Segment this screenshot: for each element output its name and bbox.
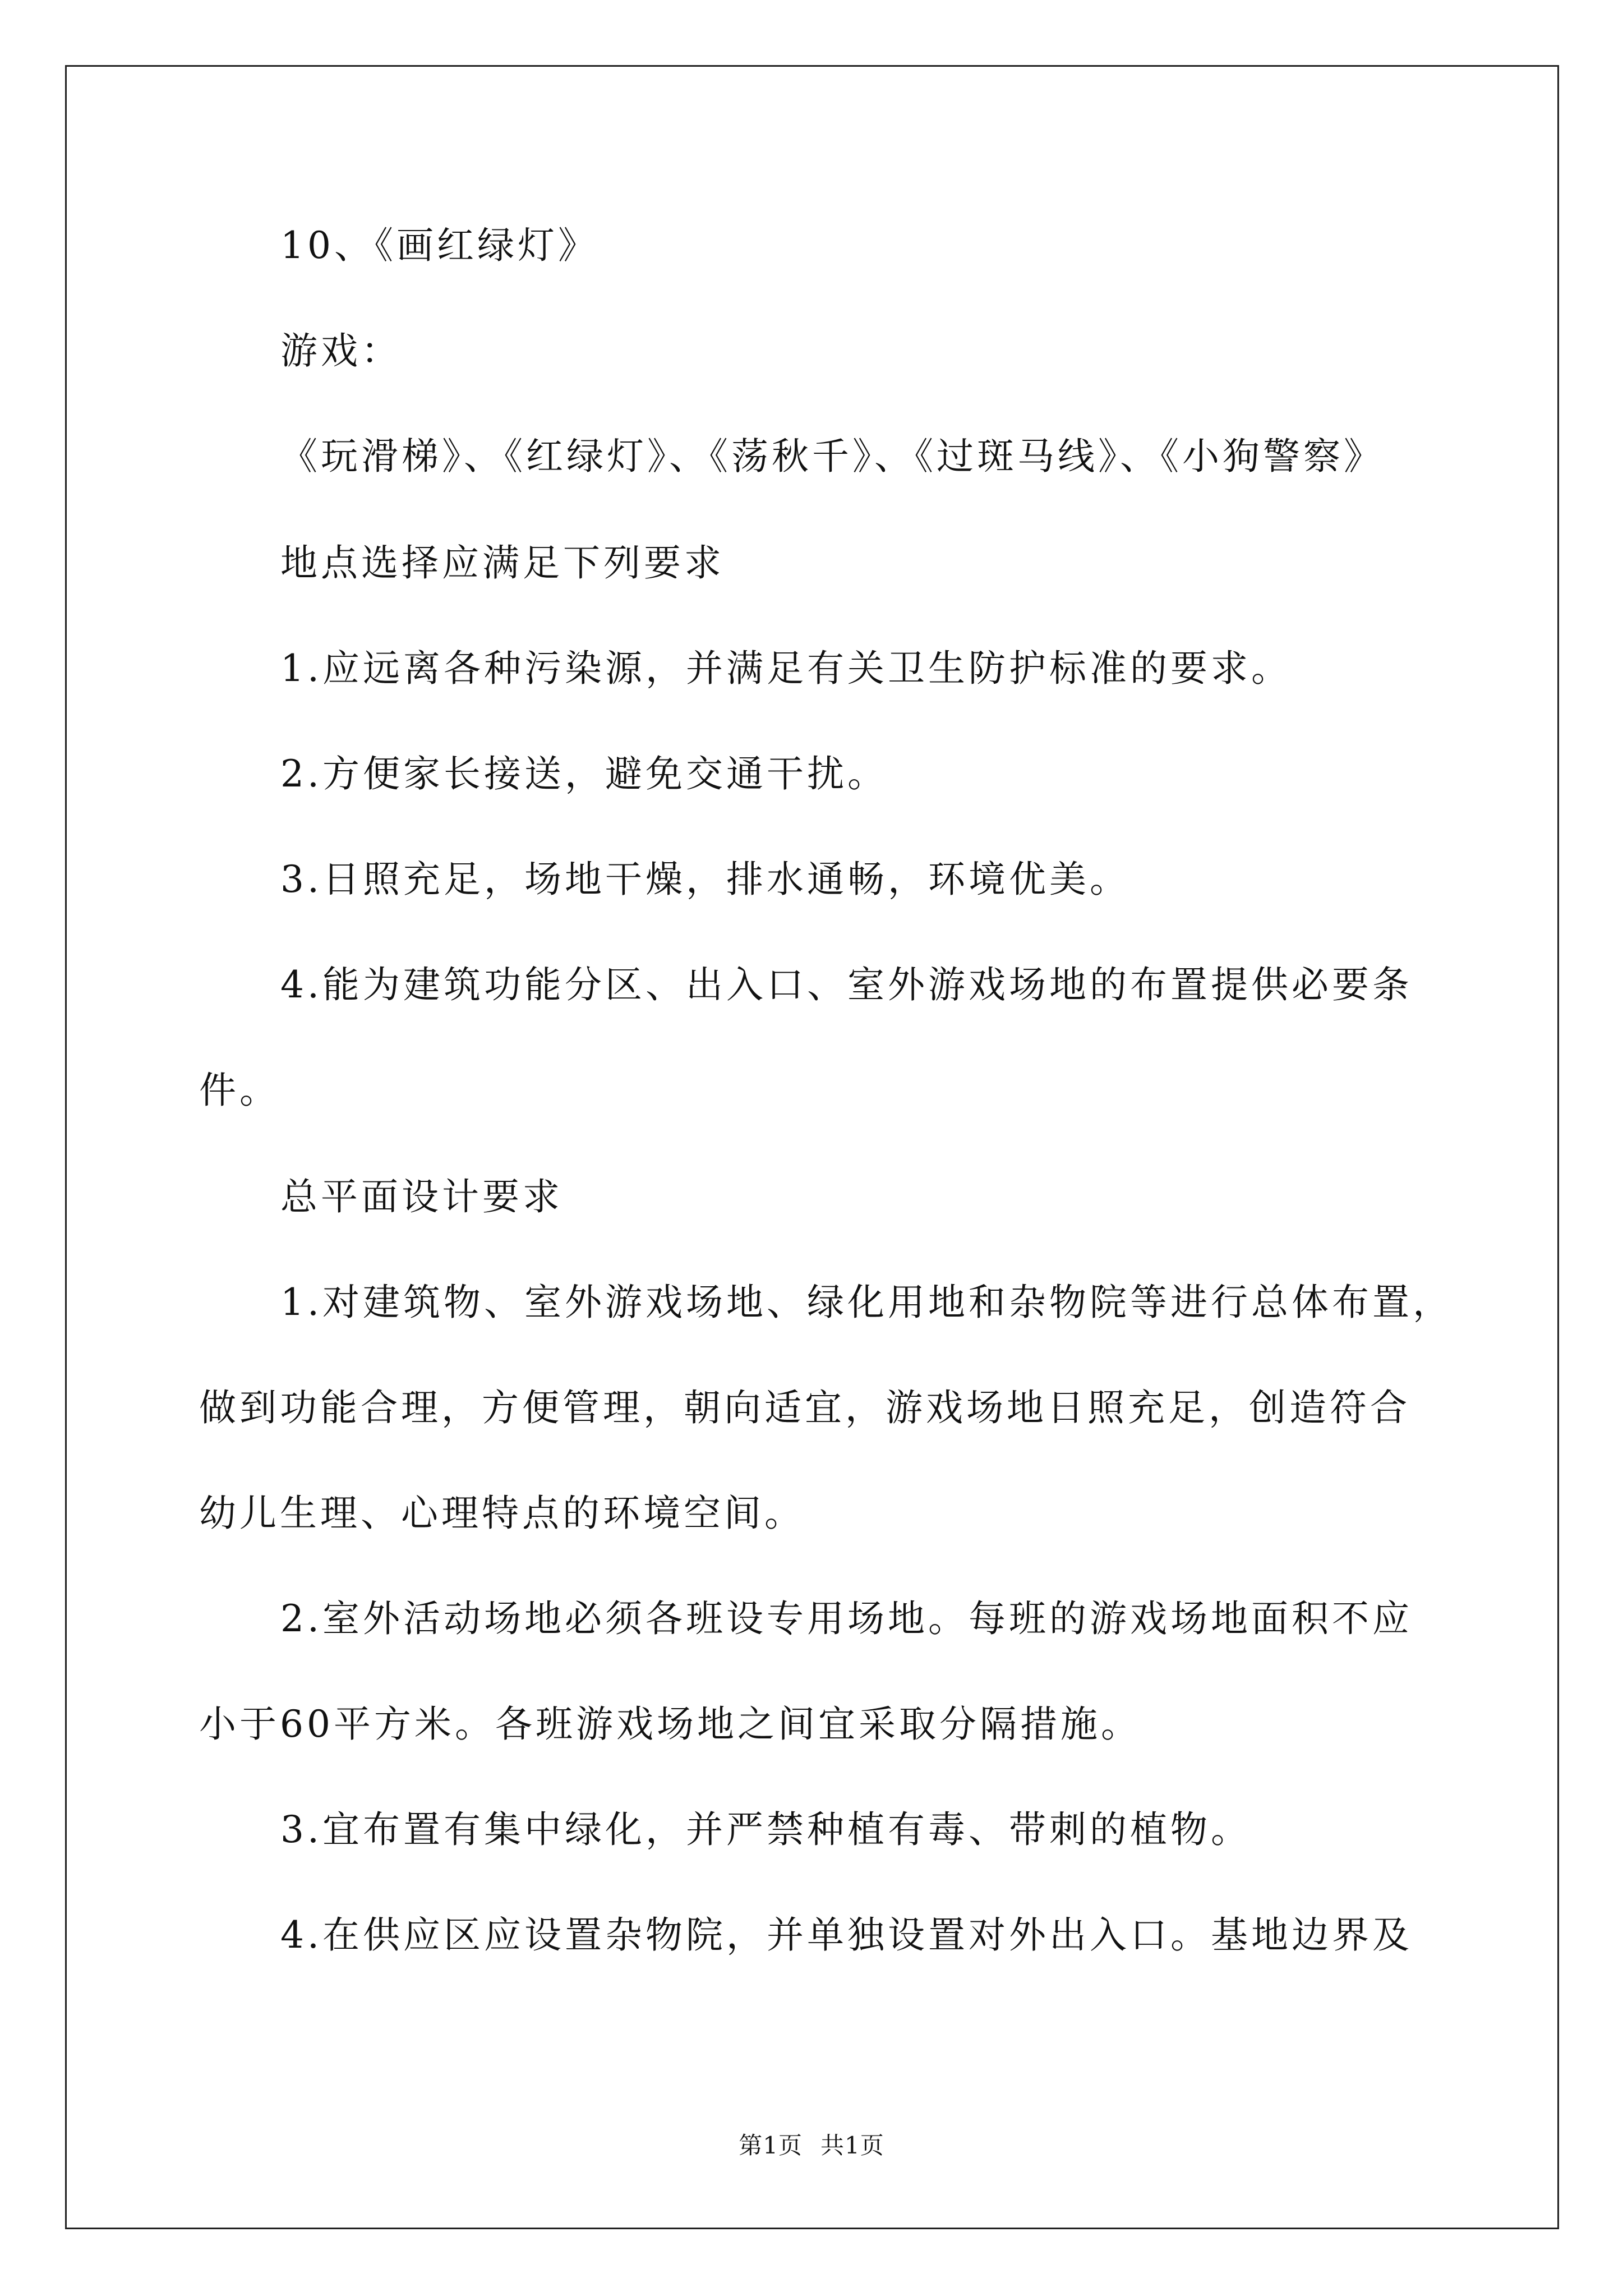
text-line: 4.在供应区应设置杂物院，并单独设置对外出入口。基地边界及 (280, 1913, 1413, 1957)
page-footer (0, 2132, 1623, 2160)
text-line: 幼儿生理、心理特点的环境空间。 (199, 1492, 805, 1535)
text-line: 3.日照充足，场地干燥，排水通畅，环境优美。 (280, 858, 1130, 901)
text-line: 总平面设计要求 (280, 1175, 563, 1218)
text-line: 地点选择应满足下列要求 (280, 541, 725, 585)
text-line: 做到功能合理，方便管理，朝向适宜，游戏场地日照充足，创造符合 (199, 1386, 1410, 1429)
text-line: 1.对建筑物、室外游戏场地、绿化用地和杂物院等进行总体布置， (280, 1281, 1453, 1324)
text-line: 《玩滑梯》、《红绿灯》、《荡秋千》、《过斑马线》、《小狗警察》 (280, 435, 1384, 478)
page-number: 第1页 (739, 2132, 803, 2159)
page-border (65, 65, 1559, 2229)
text-line: 3.宜布置有集中绿化，并严禁种植有毒、带刺的植物。 (280, 1808, 1251, 1851)
text-line: 4.能为建筑功能分区、出入口、室外游戏场地的布置提供必要条 (280, 963, 1413, 1006)
text-line: 件。 (199, 1069, 280, 1112)
page-total: 共1页 (820, 2132, 884, 2159)
text-line: 2.方便家长接送，避免交通干扰。 (280, 752, 888, 795)
text-line: 10、《画红绿灯》 (280, 224, 598, 267)
text-line: 2.室外活动场地必须各班设专用场地。每班的游戏场地面积不应 (280, 1597, 1413, 1640)
text-line: 游戏： (280, 329, 402, 372)
text-line: 小于60平方米。各班游戏场地之间宜采取分隔措施。 (199, 1703, 1141, 1746)
text-line: 1.应远离各种污染源，并满足有关卫生防护标准的要求。 (280, 647, 1292, 690)
